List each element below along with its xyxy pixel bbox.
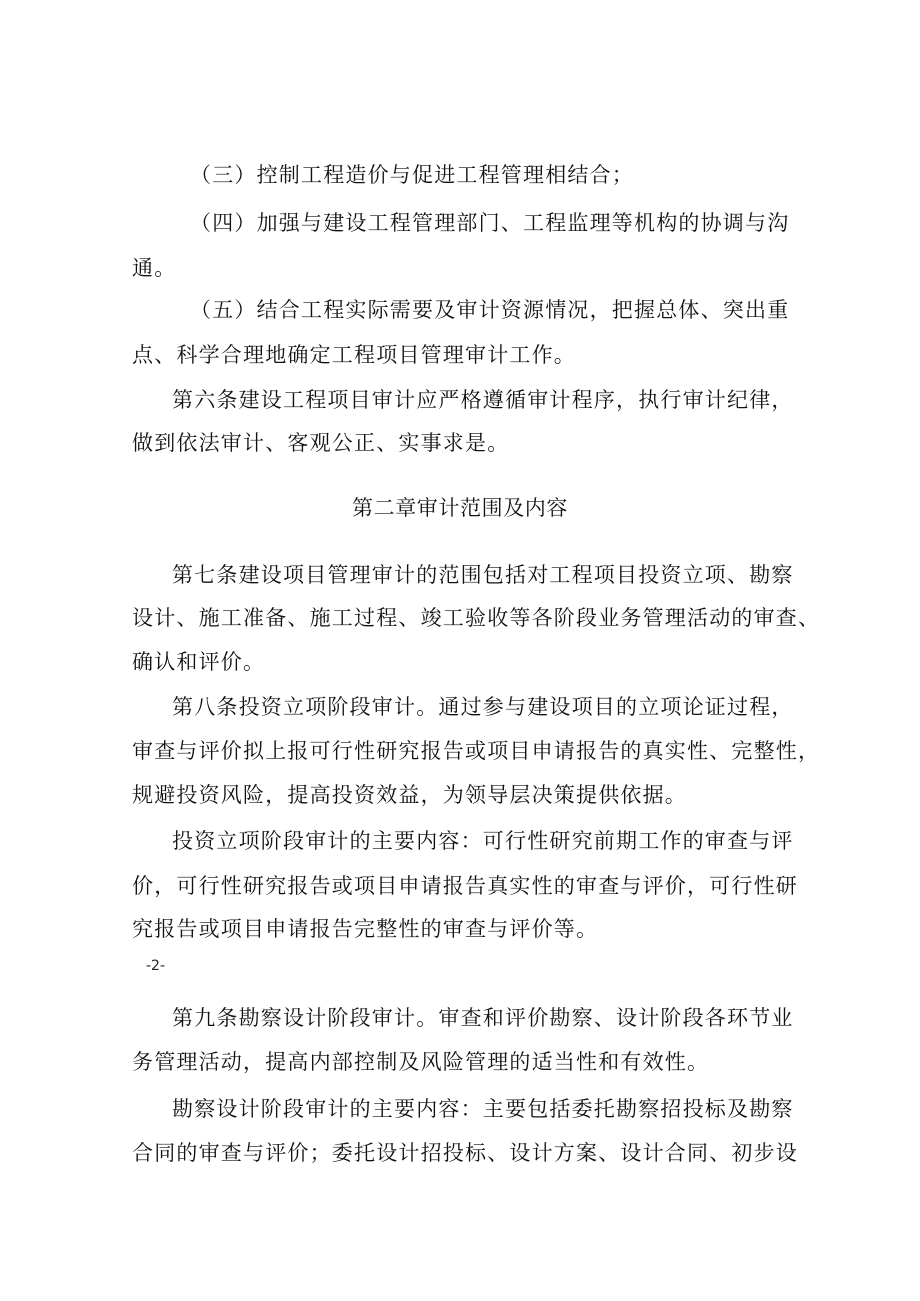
article-8-line-1: 第八条投资立项阶段审计。通过参与建设项目的立项论证过程， xyxy=(172,695,794,719)
chapter-2-heading: 第二章审计范围及内容 xyxy=(352,496,568,520)
article-7-line-1: 第七条建设项目管理审计的范围包括对工程项目投资立项、勘察 xyxy=(172,563,794,587)
page-number: -2- xyxy=(146,958,166,974)
article-8-line-2: 审查与评价拟上报可行性研究报告或项目申请报告的真实性、完整性， xyxy=(132,739,821,763)
item-3: （三）控制工程造价与促进工程管理相结合； xyxy=(190,163,634,187)
article-9-content-line-1: 勘察设计阶段审计的主要内容：主要包括委托勘察招投标及勘察 xyxy=(172,1097,794,1121)
article-7-line-3: 确认和评价。 xyxy=(132,650,266,674)
article-9-line-1: 第九条勘察设计阶段审计。审查和评价勘察、设计阶段各环节业 xyxy=(172,1006,794,1030)
item-4-line-1: （四）加强与建设工程管理部门、工程监理等机构的协调与沟 xyxy=(190,211,790,235)
article-8-line-3: 规避投资风险，提高投资效益，为领导层决策提供依据。 xyxy=(132,783,687,807)
article-6-line-2: 做到依法审计、客观公正、实事求是。 xyxy=(132,431,510,455)
article-6-line-1: 第六条建设工程项目审计应严格遵循审计程序，执行审计纪律， xyxy=(172,388,794,412)
article-9-line-2: 务管理活动，提高内部控制及风险管理的适当性和有效性。 xyxy=(132,1050,710,1074)
article-8-content-line-2: 价，可行性研究报告或项目申请报告真实性的审查与评价，可行性研 xyxy=(132,874,798,898)
article-9-content-line-2: 合同的审查与评价；委托设计招投标、设计方案、设计合同、初步设 xyxy=(132,1141,798,1165)
article-8-content-line-3: 究报告或项目申请报告完整性的审查与评价等。 xyxy=(132,917,599,941)
item-5-line-2: 点、科学合理地确定工程项目管理审计工作。 xyxy=(132,343,576,367)
item-5-line-1: （五）结合工程实际需要及审计资源情况，把握总体、突出重 xyxy=(190,298,790,322)
article-7-line-2: 设计、施工准备、施工过程、竣工验收等各阶段业务管理活动的审查、 xyxy=(132,606,821,630)
item-4-line-2: 通。 xyxy=(132,256,177,280)
article-8-content-line-1: 投资立项阶段审计的主要内容：可行性研究前期工作的审查与评 xyxy=(172,829,794,853)
